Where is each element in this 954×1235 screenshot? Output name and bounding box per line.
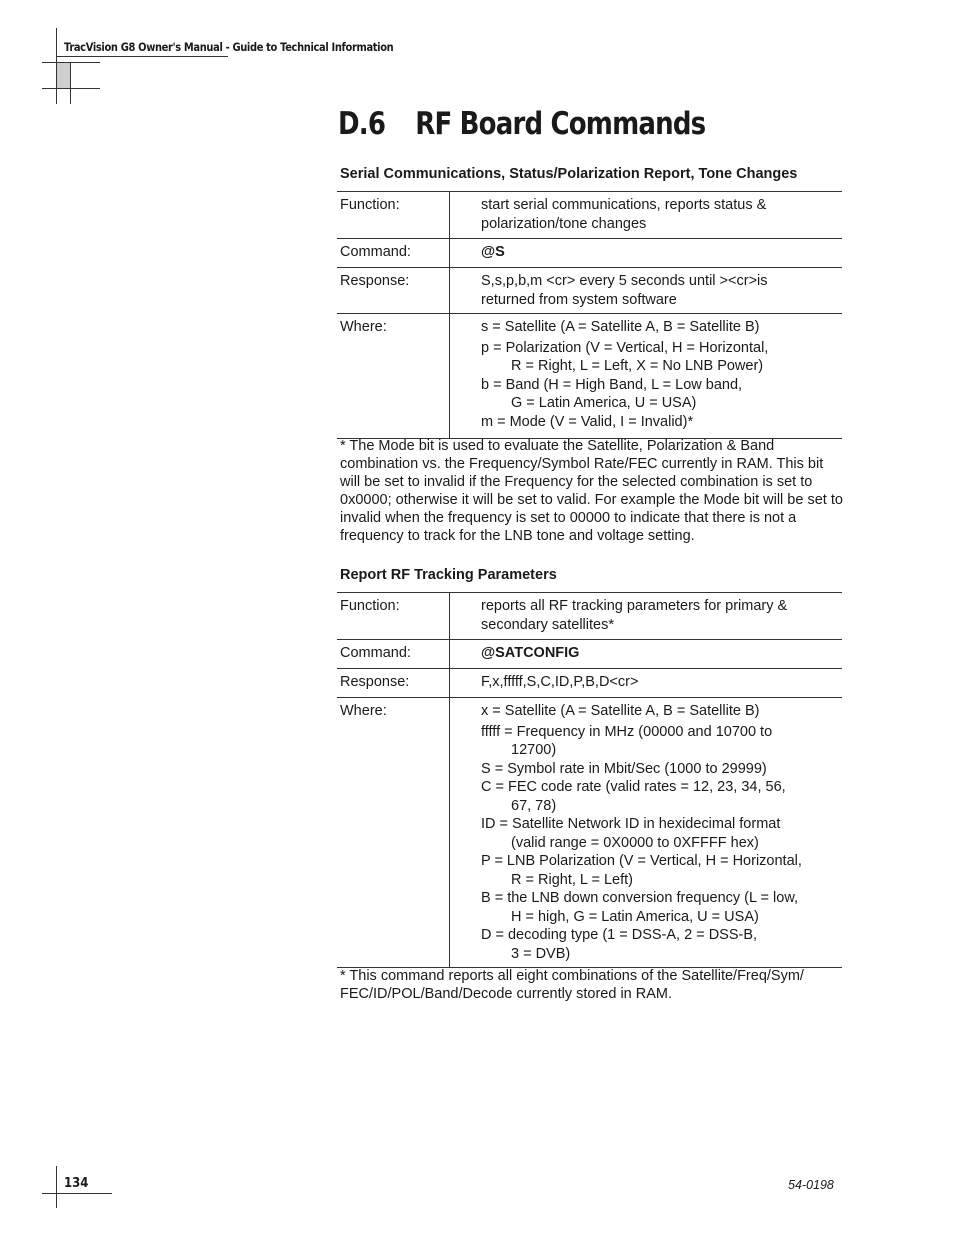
table-row <box>337 268 842 314</box>
page-number: 134 <box>64 1176 89 1191</box>
command-value: @S <box>481 244 505 260</box>
table-row <box>337 640 842 669</box>
command-table-satconfig <box>337 592 842 968</box>
doc-number: 54-0198 <box>788 1178 834 1192</box>
row-label: Function: <box>337 593 450 640</box>
section-heading: Report RF Tracking Parameters <box>340 567 557 583</box>
row-label: Response: <box>337 268 450 314</box>
row-label: Command: <box>337 640 450 669</box>
row-value: S,s,p,b,m <cr> every 5 seconds until ><cr>is returned from system software <box>481 273 768 308</box>
section-title: RF Board Commands <box>415 106 706 142</box>
table-row <box>337 669 842 698</box>
row-value: x = Satellite (A = Satellite A, B = Satellite B) fffff = Frequency in MHz (00000 and 10700 to 12700) S = Symbol rate in Mbit/Sec (1000 to 29999) C = FEC code rate (valid rates = 12, 23, 34, 56, 67, 78) ID = Satellite Network ID in hexidecimal format (valid range = 0X0000 to 0XFFFF hex) P = LNB Polarization (V = Vertical, H = Horizontal, R = Right, L = Left) B = the LNB down conversion frequency (L = low, H = high, G = Latin America, U = USA) D = decoding type (1 = DSS-A, 2 = DSS-B, 3 = DVB) <box>481 703 802 962</box>
header-rule <box>56 56 228 57</box>
table-row <box>337 239 842 268</box>
row-label: Response: <box>337 669 450 698</box>
footnote-mode-bit: * The Mode bit is used to evaluate the Satellite, Polarization & Band combination vs. the Frequency/Symbol Rate/FEC currently in RAM. This bit will be set to invalid if the Frequency for the selected combination is set to 0x0000; otherwise it will be set to valid. For example the Mode bit will be set to invalid when the frequency is set to 00000 to indicate that there is not a frequency to track for the LNB tone and voltage setting. <box>340 438 843 544</box>
row-value: F,x,fffff,S,C,ID,P,B,D<cr> <box>481 674 639 690</box>
row-label: Where: <box>337 698 450 968</box>
crop-mark <box>56 1166 57 1208</box>
section-heading: Serial Communications, Status/Polarization Report, Tone Changes <box>340 166 798 182</box>
table-row <box>337 593 842 640</box>
command-value: @SATCONFIG <box>481 645 580 661</box>
row-value: reports all RF tracking parameters for primary & secondary satellites* <box>481 598 788 633</box>
command-table-serial <box>337 191 842 439</box>
row-label: Where: <box>337 314 450 439</box>
footnote-satconfig: * This command reports all eight combinations of the Satellite/Freq/Sym/ FEC/ID/POL/Band/Decode currently stored in RAM. <box>340 968 804 1002</box>
row-label: Command: <box>337 239 450 268</box>
crop-mark <box>42 88 100 89</box>
crop-mark <box>42 62 100 63</box>
table-row <box>337 314 842 439</box>
running-head: TracVision G8 Owner's Manual - Guide to Technical Information <box>64 40 394 54</box>
section-number: D.6 <box>338 106 386 142</box>
footer-rule <box>42 1193 112 1194</box>
registration-box <box>57 63 70 88</box>
row-value: start serial communications, reports status & polarization/tone changes <box>481 197 767 232</box>
page-title <box>338 106 705 142</box>
row-label: Function: <box>337 192 450 239</box>
table-row <box>337 192 842 239</box>
crop-mark <box>70 62 71 104</box>
row-value: s = Satellite (A = Satellite A, B = Satellite B) p = Polarization (V = Vertical, H = Horizontal, R = Right, L = Left, X = No LNB Power) b = Band (H = High Band, L = Low band, G = Latin America, U = USA) m = Mode (V = Valid, I = Invalid)* <box>481 319 769 430</box>
table-row <box>337 698 842 968</box>
